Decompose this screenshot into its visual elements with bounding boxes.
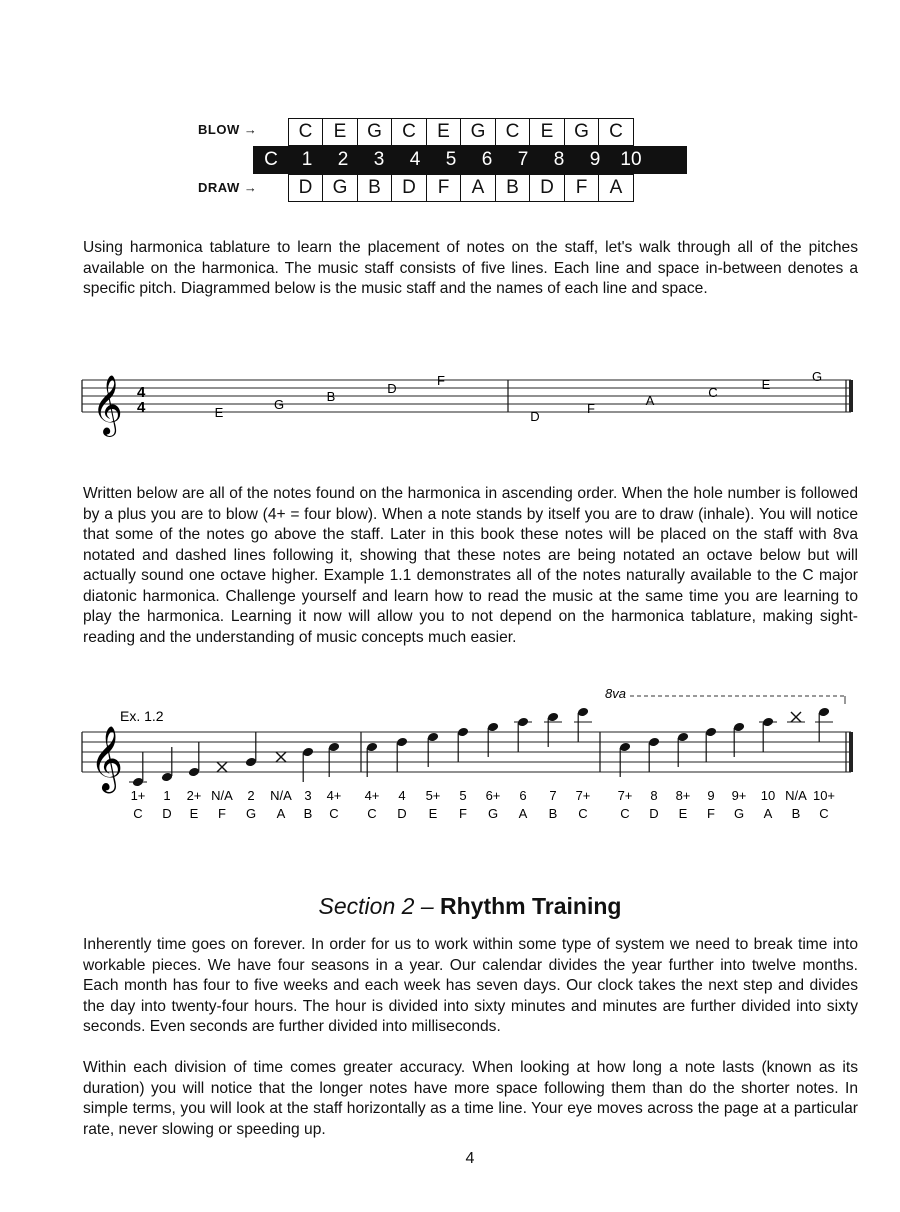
note-letter: F xyxy=(459,806,467,821)
note-letter: E xyxy=(428,806,438,821)
tab-label: 3 xyxy=(304,788,312,803)
line-note-name: D xyxy=(387,381,397,396)
note-letter: G xyxy=(733,806,745,821)
blow-note: C xyxy=(391,118,427,146)
hole-number: 6 xyxy=(481,149,493,170)
note-letter: C xyxy=(819,806,829,821)
rhythm-paragraph-1: Inherently time goes on forever. In order for us to work within some type of system we need to break time into workable pieces. We have four seasons in a year. Our calendar divides the year further into twelve months. Each month has four to five weeks and each week has seven days. Our clock takes the next step and divides the day into twenty-four hours. The hour is divided into sixty minutes and minutes are further divided into sixty seconds. Even seconds are further divided into milliseconds. xyxy=(83,936,858,1035)
draw-note: A xyxy=(598,174,634,202)
tab-label: 8+ xyxy=(675,788,691,803)
draw-note: D xyxy=(529,174,565,202)
note-letter: B xyxy=(791,806,801,821)
line-note-name: B xyxy=(326,389,336,404)
tab-label: 9 xyxy=(707,788,715,803)
note-letter: E xyxy=(678,806,688,821)
note-letter: E xyxy=(189,806,199,821)
note-letter: C xyxy=(578,806,588,821)
tab-label: N/A xyxy=(785,788,807,803)
hole-number-bar xyxy=(253,146,687,174)
hole-number: 9 xyxy=(589,149,601,170)
tab-label: 10 xyxy=(760,788,776,803)
hole-number: 10 xyxy=(620,149,642,170)
line-note-name: G xyxy=(273,397,285,412)
blow-note: G xyxy=(357,118,393,146)
hole-number: 5 xyxy=(445,149,457,170)
draw-note: F xyxy=(564,174,600,202)
key-label: C xyxy=(264,149,278,170)
section-heading: Section 2 – Rhythm Training xyxy=(318,893,622,919)
hole-number: 3 xyxy=(373,149,385,170)
draw-note: B xyxy=(495,174,531,202)
time-signature-bottom: 4 xyxy=(137,399,146,416)
draw-note: A xyxy=(460,174,496,202)
blow-note: G xyxy=(460,118,496,146)
tab-label: 6+ xyxy=(485,788,501,803)
hole-number: 7 xyxy=(517,149,529,170)
draw-note: F xyxy=(426,174,462,202)
blow-note: C xyxy=(495,118,531,146)
blow-note: E xyxy=(322,118,358,146)
tab-label: 1 xyxy=(163,788,171,803)
note-letter: A xyxy=(518,806,528,821)
blow-note: E xyxy=(426,118,462,146)
tab-label: 1+ xyxy=(130,788,146,803)
treble-clef-icon: 𝄞 xyxy=(92,376,123,434)
note-name-staff xyxy=(0,360,900,440)
note-letter: G xyxy=(245,806,257,821)
time-signature-top: 4 xyxy=(137,384,146,401)
space-note-name: D xyxy=(530,409,540,424)
draw-note: D xyxy=(391,174,427,202)
space-note-name: E xyxy=(761,377,771,392)
space-note-name: G xyxy=(811,369,823,384)
draw-note: B xyxy=(357,174,393,202)
example-staff xyxy=(0,680,900,830)
tab-label: 8 xyxy=(650,788,658,803)
line-note-name: F xyxy=(437,373,445,388)
tab-label: 4+ xyxy=(364,788,380,803)
note-letter: D xyxy=(162,806,172,821)
tab-label: 7+ xyxy=(617,788,633,803)
tab-label: N/A xyxy=(211,788,233,803)
blow-note: C xyxy=(598,118,634,146)
tab-label: 2 xyxy=(247,788,255,803)
blow-note: E xyxy=(529,118,565,146)
draw-note: D xyxy=(288,174,324,202)
example-label: Ex. 1.2 xyxy=(120,708,164,724)
tab-label: N/A xyxy=(270,788,292,803)
tab-label: 4+ xyxy=(326,788,342,803)
hole-number: 2 xyxy=(337,149,349,170)
example-treble-clef-icon: 𝄞 xyxy=(90,726,124,789)
note-letter: C xyxy=(329,806,339,821)
tab-label: 2+ xyxy=(186,788,202,803)
tab-label: 5 xyxy=(459,788,467,803)
hole-number: 8 xyxy=(553,149,565,170)
tab-label: 7 xyxy=(549,788,557,803)
note-letter: A xyxy=(763,806,773,821)
blow-notes-row xyxy=(289,118,634,146)
note-letter: F xyxy=(707,806,715,821)
note-letter: G xyxy=(487,806,499,821)
tab-label: 9+ xyxy=(731,788,747,803)
tab-label: 5+ xyxy=(425,788,441,803)
space-note-name: C xyxy=(708,385,718,400)
intro-paragraph: Using harmonica tablature to learn the placement of notes on the staff, let's walk through all of the pitches available on the harmonica. The music staff consists of five lines. Each line and space in-between denotes a specific pitch. Diagrammed below is the music staff and the names of each line and space. xyxy=(83,239,858,297)
blow-note: C xyxy=(288,118,324,146)
space-note-name: F xyxy=(587,401,595,416)
note-letter: B xyxy=(303,806,313,821)
blow-note: G xyxy=(564,118,600,146)
space-note-name: A xyxy=(645,393,655,408)
tab-label: 6 xyxy=(519,788,527,803)
note-letter: C xyxy=(367,806,377,821)
draw-notes-row xyxy=(289,174,634,202)
blow-row-label: BLOW → xyxy=(198,122,258,137)
note-letter: D xyxy=(397,806,407,821)
tab-label: 4 xyxy=(398,788,406,803)
tab-label: 10+ xyxy=(812,788,836,803)
tab-label: 7+ xyxy=(575,788,591,803)
notes-paragraph: Written below are all of the notes found on the harmonica in ascending order. When the hole number is followed by a plus you are to blow (4+ = four blow). When a note stands by itself you are to draw (inhale). You will notice that some of the notes go above the staff. Later in this book these notes will be placed on the staff with 8va notated and dashed lines following it, showing that these notes are being notated an octave below but will actually sound one octave higher. Example 1.1 demonstrates all of the notes naturally available to the C major diatonic harmonica. Challenge yourself and learn how to read the music at the same time you are learning to play the harmonica. Learning it now will allow you to not depend on the harmonica tablature, making sight-reading and the understanding of music concepts much easier. xyxy=(83,485,858,646)
draw-row-label: DRAW → xyxy=(198,180,258,195)
note-letter: C xyxy=(133,806,143,821)
note-letter: C xyxy=(620,806,630,821)
octave-mark: 8va xyxy=(605,686,626,701)
line-note-name: E xyxy=(214,405,224,420)
hole-number: 1 xyxy=(301,149,313,170)
note-letter: F xyxy=(218,806,226,821)
note-letter: A xyxy=(276,806,286,821)
note-letter: D xyxy=(649,806,659,821)
hole-number: 4 xyxy=(409,149,421,170)
page-number: 4 xyxy=(465,1150,475,1167)
draw-note: G xyxy=(322,174,358,202)
note-letter: B xyxy=(548,806,558,821)
rhythm-paragraph-2: Within each division of time comes greater accuracy. When looking at how long a note lasts (known as its duration) you will notice that the longer notes have more space following them than do the shorter notes. In simple terms, you will look at the staff horizontally as a time line. Your eye moves across the page at a particular rate, never slowing or speeding up. xyxy=(83,1059,858,1138)
